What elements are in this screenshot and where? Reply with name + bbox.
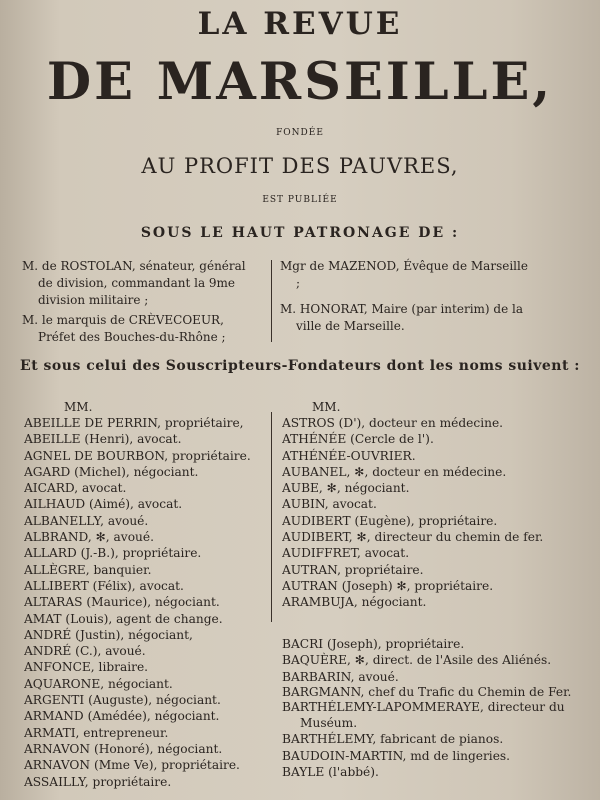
list-item: ARAMBUJA, négociant. <box>282 595 427 610</box>
subscribers-right-list-b <box>282 636 582 780</box>
subtitle: AU PROFIT DES PAUVRES, <box>141 154 459 178</box>
patron-entry: M. HONORAT, Maire (par interim) de la ville de Marseille. <box>280 302 523 333</box>
patrons-left <box>22 258 264 349</box>
fondee-label: FONDÉE <box>276 128 324 138</box>
list-item: AMAT (Louis), agent de change. <box>24 611 223 626</box>
subscribers-right-list-a <box>282 415 582 611</box>
list-item: AICARD, avocat. <box>24 481 127 496</box>
patron-entry: M. le marquis de CRÈVECOEUR, Préfet des Bouches-du-Rhône ; <box>22 313 226 344</box>
list-item: ALLÈGRE, banquier. <box>24 562 152 577</box>
list-item: ARNAVON (Mme Ve), propriétaire. <box>24 758 240 773</box>
patron-entry: Mgr de MAZENOD, Évêque de Marseille ; <box>280 259 528 290</box>
list-item: AILHAUD (Aimé), avocat. <box>24 497 183 512</box>
list-item: ALBANELLY, avoué. <box>24 513 149 528</box>
list-item: ASSAILLY, propriétaire. <box>24 774 172 789</box>
patrons-right <box>280 258 530 344</box>
column-divider <box>271 412 272 622</box>
list-item: BAYLE (l'abbé). <box>282 764 379 779</box>
subscribers-left-list <box>24 415 269 790</box>
patron-entry: M. de ROSTOLAN, sénateur, général de division, commandant la 9me division militaire ; <box>22 259 246 307</box>
mm-label-right: MM. <box>312 400 341 414</box>
list-item: ARMATI, entrepreneur. <box>24 725 169 740</box>
list-item: AUTRAN (Joseph) ✻, propriétaire. <box>282 578 494 593</box>
mm-label-left: MM. <box>64 400 93 414</box>
list-item: AUDIBERT (Eugène), propriétaire. <box>282 513 498 528</box>
list-item: ALBRAND, ✻, avoué. <box>24 530 154 545</box>
patronage-heading: SOUS LE HAUT PATRONAGE DE : <box>140 225 460 241</box>
list-item: AUTRAN, propriétaire. <box>282 562 424 577</box>
title-line-2: DE MARSEILLE, <box>46 52 554 112</box>
list-item: AUBE, ✻, négociant. <box>282 481 410 496</box>
list-item: ALTARAS (Maurice), négociant. <box>24 595 220 610</box>
list-item: ATHÉNÉE-OUVRIER. <box>282 448 416 463</box>
list-item: ARMAND (Amédée), négociant. <box>24 709 220 724</box>
publiee-label: EST PUBLIÉE <box>262 195 338 205</box>
column-divider <box>271 260 272 342</box>
list-item: ABEILLE (Henri), avocat. <box>24 432 182 447</box>
list-item: AUBIN, avocat. <box>282 497 377 512</box>
list-item: BARGMANN, chef du Trafic du Chemin de Fer. <box>282 684 572 699</box>
list-item: AUDIFFRET, avocat. <box>282 546 410 561</box>
list-item: BAUDOIN-MARTIN, md de lingeries. <box>282 748 511 763</box>
list-item: ASTROS (D'), docteur en médecine. <box>282 416 504 430</box>
list-item: ANDRÉ (Justin), négociant, <box>24 627 193 642</box>
list-item: BAQUÈRE, ✻, direct. de l'Asile des Aliénés. <box>282 653 552 668</box>
list-item: AQUARONE, négociant. <box>24 676 173 691</box>
list-item: BARBARIN, avoué. <box>282 669 399 684</box>
list-item: ATHÉNÉE (Cercle de l'). <box>282 432 434 447</box>
list-item: BARTHÉLEMY, fabricant de pianos. <box>282 732 504 747</box>
list-item: ABEILLE DE PERRIN, propriétaire, <box>24 416 244 430</box>
list-item: ARNAVON (Honoré), négociant. <box>24 741 223 756</box>
list-item: ANDRÉ (C.), avoué. <box>24 644 146 659</box>
list-item: AGNEL DE BOURBON, propriétaire. <box>24 448 251 463</box>
list-item: BACRI (Joseph), propriétaire. <box>282 637 465 651</box>
title-line-1: LA REVUE <box>197 6 403 42</box>
list-item: ALLARD (J.-B.), propriétaire. <box>24 546 202 561</box>
subscribers-heading: Et sous celui des Souscripteurs-Fondateurs dont les noms suivent : <box>20 358 580 374</box>
list-item: ARGENTI (Auguste), négociant. <box>24 693 221 708</box>
list-item: ALLIBERT (Félix), avocat. <box>24 578 184 593</box>
list-item: AGARD (Michel), négociant. <box>24 464 199 479</box>
list-item: AUDIBERT, ✻, directeur du chemin de fer. <box>282 530 544 545</box>
list-item: AUBANEL, ✻, docteur en médecine. <box>282 464 507 479</box>
list-item: BARTHÉLEMY-LAPOMMERAYE, directeur du Muséum. <box>282 700 565 730</box>
list-item: ANFONCE, libraire. <box>24 660 149 675</box>
